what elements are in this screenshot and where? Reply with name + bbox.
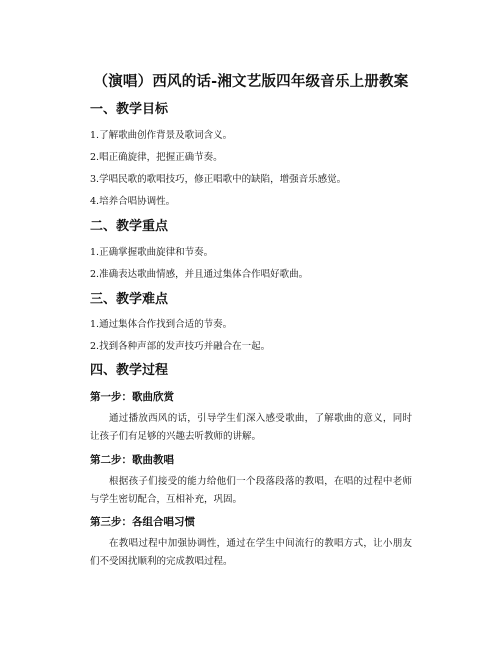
section-heading-process: 四、教学过程 bbox=[90, 363, 169, 378]
step-title-2: 第二步：歌曲教唱 bbox=[90, 454, 174, 466]
key-point-item-1: 1.正确掌握歌曲旋律和节奏。 bbox=[90, 247, 214, 258]
step-title-3: 第三步：各组合唱习惯 bbox=[90, 516, 195, 528]
objective-item-3: 3.学唱民歌的歌唱技巧，修正唱歌中的缺陷，增强音乐感觉。 bbox=[90, 174, 347, 185]
difficulty-item-2: 2.找到各种声部的发声技巧并融合在一起。 bbox=[90, 341, 271, 352]
section-heading-key-points: 二、教学重点 bbox=[90, 219, 169, 234]
step-body-1: 通过播放西风的话，引导学生们深入感受歌曲，了解歌曲的意义，同时让孩子们有足够的兴趣去听教师的讲解。 bbox=[90, 413, 412, 442]
section-heading-difficulties: 三、教学难点 bbox=[90, 292, 169, 307]
document-title: （演唱）西风的话-湘文艺版四年级音乐上册教案 bbox=[93, 74, 409, 90]
key-point-item-2: 2.准确表达歌曲情感，并且通过集体合作唱好歌曲。 bbox=[90, 269, 309, 280]
objective-item-2: 2.唱正确旋律，把握正确节奏。 bbox=[90, 152, 223, 163]
objective-item-4: 4.培养合唱协调性。 bbox=[90, 196, 176, 207]
objective-item-1: 1.了解歌曲创作背景及歌词含义。 bbox=[90, 130, 233, 141]
step-title-1: 第一步：歌曲欣赏 bbox=[90, 391, 174, 403]
step-body-3: 在教唱过程中加强协调性，通过在学生中间流行的教唱方式，让小朋友们不受困扰顺利的完成教唱过程。 bbox=[90, 538, 412, 567]
step-body-2: 根据孩子们接受的能力给他们一个段落段落的教唱，在唱的过程中老师与学生密切配合，互相补充，巩固。 bbox=[90, 476, 412, 505]
section-heading-objectives: 一、教学目标 bbox=[90, 102, 169, 117]
difficulty-item-1: 1.通过集体合作找到合适的节奏。 bbox=[90, 319, 233, 330]
